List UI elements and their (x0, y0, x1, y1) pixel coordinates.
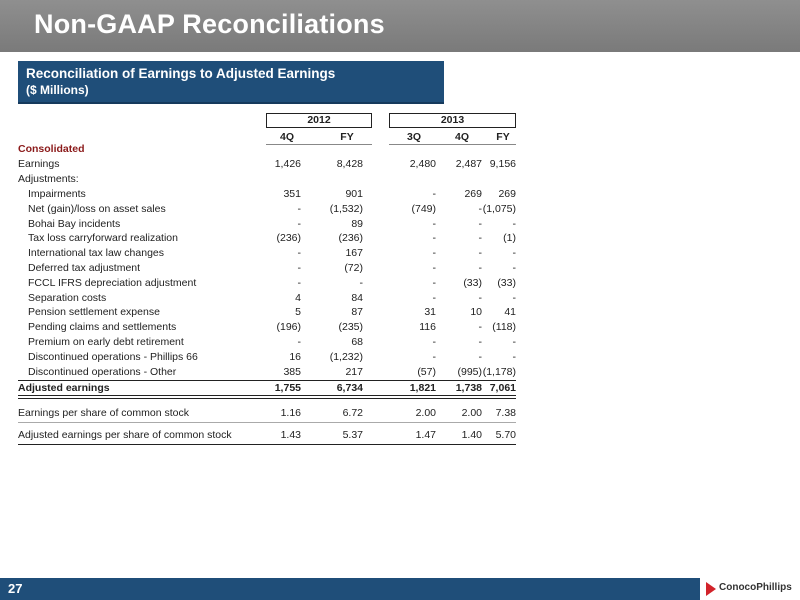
cell-value: - (478, 232, 482, 245)
cell-value: - (512, 217, 516, 230)
cell-value: - (432, 336, 436, 348)
row-label: Adjustments: (18, 173, 79, 185)
cell-value: (196) (276, 321, 301, 334)
cell-value: 2,480 (409, 158, 436, 170)
cell-value: (33) (497, 276, 516, 289)
cell-value: - (359, 276, 363, 289)
section-title (18, 142, 516, 156)
cell-value: 68 (351, 336, 363, 348)
adjustment-row (18, 291, 516, 305)
cell-value: 8,428 (336, 158, 363, 170)
adjustment-row (18, 365, 516, 379)
row-label: Earnings per share of common stock (18, 407, 189, 420)
cell-value: - (512, 350, 516, 363)
row-label: Discontinued operations - Other (28, 365, 177, 378)
cell-value: - (432, 232, 436, 245)
cell-value: 31 (424, 306, 436, 319)
cell-value: 10 (470, 306, 482, 319)
cell-value: - (512, 291, 516, 304)
cell-value: (236) (338, 232, 363, 245)
column-header: FY (340, 131, 354, 143)
row-label: Earnings (18, 158, 60, 170)
cell-value: (1) (503, 232, 516, 245)
cell-value: (235) (338, 321, 363, 334)
cell-value: - (432, 291, 436, 304)
cell-value: (118) (492, 321, 516, 334)
row-label: Discontinued operations - Phillips 66 (28, 350, 198, 363)
logo-flag-icon (706, 582, 716, 596)
cell-value: 84 (351, 291, 363, 304)
cell-value: - (297, 262, 301, 274)
cell-value: - (297, 276, 301, 289)
caption-line-2: ($ Millions) (26, 83, 89, 97)
cell-value: 41 (504, 306, 516, 319)
cell-value: 87 (351, 306, 363, 319)
row-label: Pending claims and settlements (28, 321, 177, 334)
page-number: 27 (8, 581, 23, 596)
cell-value: 1,755 (274, 382, 301, 395)
cell-value: 6,734 (336, 382, 363, 395)
cell-value: 89 (351, 217, 363, 230)
cell-value: (33) (463, 276, 482, 289)
row-rule (18, 422, 516, 423)
adjustment-row (18, 305, 516, 319)
row-label: Adjusted earnings per share of common stock (18, 429, 232, 442)
eps-row (18, 406, 516, 420)
cell-value: - (432, 350, 436, 363)
year-header-2013: 2013 (389, 113, 516, 128)
column-header: FY (496, 131, 510, 143)
cell-value: 2,487 (455, 158, 482, 170)
cell-value: - (478, 291, 482, 304)
cell-value: - (478, 336, 482, 348)
cell-value: 1,426 (274, 158, 301, 170)
cell-value: 16 (289, 350, 301, 363)
row-label: Deferred tax adjustment (28, 262, 141, 274)
cell-value: 385 (283, 365, 301, 378)
cell-value: 5 (295, 306, 301, 319)
row-label: Tax loss carryforward realization (28, 232, 178, 245)
adjustment-row (18, 261, 516, 275)
cell-value: (1,075) (482, 202, 516, 215)
logo-text: ConocoPhillips (719, 582, 792, 593)
adjusted-earnings-row (18, 381, 516, 395)
cell-value: 9,156 (489, 158, 516, 170)
cell-value: 1.40 (461, 429, 482, 442)
adjusted-eps-row (18, 428, 516, 442)
footer (0, 578, 800, 600)
column-header: 3Q (406, 131, 421, 143)
adjustment-row (18, 246, 516, 260)
cell-value: 217 (345, 365, 363, 378)
cell-value: - (297, 202, 301, 215)
cell-value: 6.72 (342, 407, 363, 420)
cell-value: 269 (498, 188, 516, 200)
adjustment-row (18, 350, 516, 364)
cell-value: - (297, 336, 301, 348)
adjustment-row (18, 320, 516, 334)
total-double-rule (18, 395, 516, 399)
adjustments-label (18, 172, 516, 186)
cell-value: 7.38 (495, 407, 516, 420)
cell-value: (995) (457, 365, 482, 378)
table-bottom-rule (18, 444, 516, 445)
cell-value: 5.70 (495, 429, 516, 442)
title-bar (0, 0, 800, 52)
adjustment-row (18, 202, 516, 216)
cell-value: 167 (345, 247, 363, 260)
cell-value: 1,821 (409, 382, 436, 395)
cell-value: 2.00 (461, 407, 482, 420)
row-label: International tax law changes (28, 247, 165, 260)
adjustment-row (18, 335, 516, 349)
earnings-row (18, 157, 516, 171)
adjustment-row (18, 276, 516, 290)
cell-value: - (478, 321, 482, 334)
cell-value: (1,232) (329, 350, 363, 363)
cell-value: 1,738 (455, 382, 482, 395)
row-label: Separation costs (28, 291, 107, 304)
cell-value: (1,532) (329, 202, 363, 215)
cell-value: (749) (411, 202, 436, 215)
cell-value: (72) (344, 262, 363, 274)
table-caption (18, 61, 444, 104)
row-label: Premium on early debt retirement (28, 336, 184, 348)
cell-value: 5.37 (342, 429, 363, 442)
cell-value: - (478, 217, 482, 230)
company-logo (700, 578, 800, 600)
year-header-2012: 2012 (266, 113, 372, 128)
cell-value: - (512, 262, 516, 274)
cell-value: - (432, 276, 436, 289)
cell-value: 4 (295, 291, 301, 304)
cell-value: 116 (419, 321, 436, 334)
column-header: 4Q (454, 131, 469, 143)
cell-value: 1.43 (280, 429, 301, 442)
row-label: Net (gain)/loss on asset sales (28, 202, 166, 215)
row-label: Bohai Bay incidents (28, 217, 121, 230)
adjustment-row (18, 231, 516, 245)
row-label: Adjusted earnings (18, 382, 110, 395)
cell-value: 1.16 (280, 407, 301, 420)
cell-value: 1.47 (415, 429, 436, 442)
cell-value: - (512, 336, 516, 348)
cell-value: 2.00 (415, 407, 436, 420)
cell-value: - (432, 188, 436, 200)
cell-value: (1,178) (482, 365, 516, 378)
page-title: Non-GAAP Reconciliations (34, 9, 385, 39)
row-label: Impairments (28, 188, 86, 200)
cell-value: 7,061 (489, 382, 516, 395)
adjustment-row (18, 187, 516, 201)
cell-value: (236) (276, 232, 301, 245)
row-label: Consolidated (18, 143, 85, 155)
cell-value: - (512, 247, 516, 260)
cell-value: - (432, 217, 436, 230)
cell-value: - (432, 262, 436, 274)
cell-value: - (478, 202, 482, 215)
cell-value: - (297, 217, 301, 230)
caption-line-1: Reconciliation of Earnings to Adjusted Earnings (26, 66, 336, 81)
row-label: FCCL IFRS depreciation adjustment (28, 276, 197, 289)
column-header: 4Q (279, 131, 294, 143)
cell-value: - (432, 247, 436, 260)
cell-value: 901 (345, 188, 363, 200)
row-label: Pension settlement expense (28, 306, 160, 319)
adjustment-row (18, 217, 516, 231)
cell-value: (57) (417, 365, 436, 378)
cell-value: 351 (283, 188, 301, 200)
cell-value: - (478, 350, 482, 363)
cell-value: 269 (464, 188, 482, 200)
cell-value: - (297, 247, 301, 260)
cell-value: - (478, 262, 482, 274)
cell-value: - (478, 247, 482, 260)
